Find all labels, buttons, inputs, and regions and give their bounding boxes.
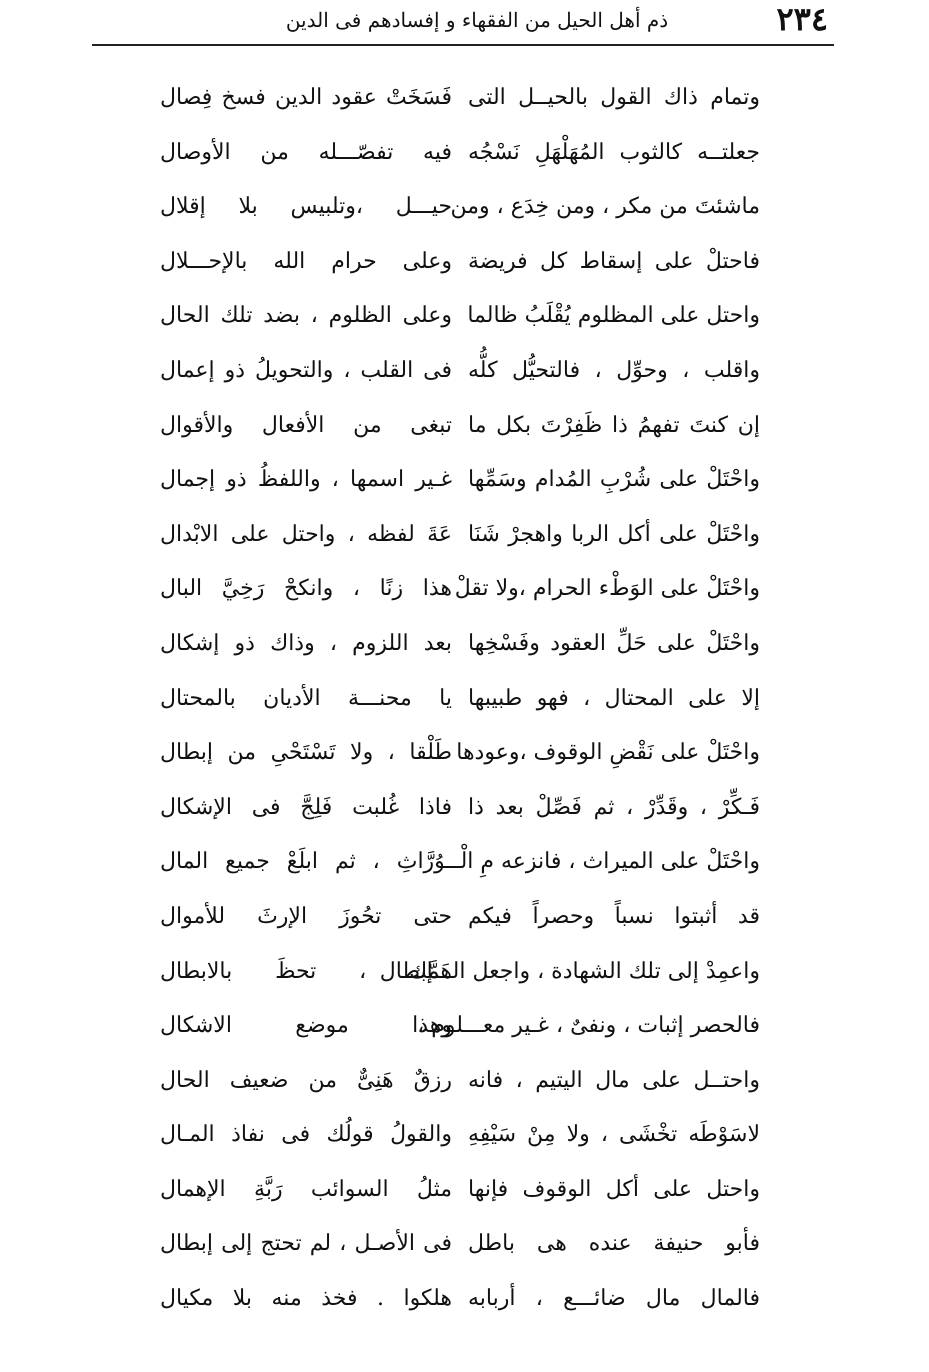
running-title: ذم أهل الحيل من الفقهاء و إفسادهم فى الدين (285, 8, 669, 32)
second-hemistich: بعد اللزوم ، وذاك ذو إشكال (160, 630, 452, 656)
verse-line (160, 351, 760, 406)
verse-line (160, 1061, 760, 1116)
second-hemistich: رزقٌ هَنِىٌّ من ضعيف الحال (160, 1067, 452, 1093)
second-hemistich: تبغى من الأفعال والأقوال (160, 412, 452, 438)
second-hemistich: فيه تفصّـــله من الأوصال (160, 139, 452, 165)
second-hemistich: غـير اسمها ، واللفظُ ذو إجمال (160, 467, 452, 493)
page-number: ٢٣٤ (776, 0, 828, 38)
second-hemistich: والقولُ قولُك فى نفاذ المـال (160, 1122, 452, 1148)
verse-line (160, 187, 760, 242)
verse-line (160, 1115, 760, 1170)
verse-line (160, 569, 760, 624)
verse-line (160, 515, 760, 570)
second-hemistich: مثلُ السوائب رَبَّةِ الإهمال (160, 1176, 452, 1202)
verse-line (160, 296, 760, 351)
second-hemistich: فى الأصـل ، لم تحتج إلى إبطال (160, 1231, 452, 1257)
second-hemistich: عَةَ لفظه ، واحتل على الابْدال (160, 521, 452, 547)
second-hemistich: حتى تحُوزَ الإرثَ للأموال (160, 903, 452, 929)
first-hemistich: واحْتَلْ على الوَطْء الحرام ،ولا تقلْ (454, 576, 760, 602)
first-hemistich: لاسَوْطَه تخْشَى ، ولا مِنْ سَيْفِهِ (468, 1122, 760, 1148)
poem-body (160, 78, 760, 1334)
verse-line (160, 1279, 760, 1334)
second-hemistich: وهذا موضع الاشكال (160, 1013, 452, 1039)
verse-line (160, 952, 760, 1007)
verse-line (160, 1006, 760, 1061)
first-hemistich: واحتــل على مال اليتيم ، فانه (468, 1067, 760, 1093)
verse-line (160, 460, 760, 515)
first-hemistich: فالحصر إثبات ، ونفىٌ ، غـير معـــلوم ، (417, 1013, 760, 1039)
verse-line (160, 1224, 760, 1279)
second-hemistich: فاذا غُلبت فَلِجَّ فى الإشكال (160, 794, 452, 820)
first-hemistich: قد أثبتوا نسباً وحصراً فيكم (468, 903, 760, 929)
verse-line (160, 1170, 760, 1225)
first-hemistich: واحْتَلْ على شُرْبِ المُدام وسَمِّها (468, 467, 760, 493)
second-hemistich: فى القلب ، والتحويلُ ذو إعمال (160, 357, 452, 383)
first-hemistich: واحْتَلْ على نَقْضِ الوقوف ،وعودها (456, 740, 760, 766)
first-hemistich: واحْتَلْ على أكل الربا واهجرْ شَنَا (468, 521, 760, 547)
first-hemistich: واعمِدْ إلى تلك الشهادة ، واجعل الـــإبطال (379, 958, 760, 984)
first-hemistich: ماشئتَ من مكر ، ومن خِدَع ، ومن (450, 194, 760, 220)
page-header (92, 0, 834, 46)
second-hemistich: حيـــل ،وتلبيس بلا إقلال (160, 194, 452, 220)
verse-line (160, 133, 760, 188)
verse-line (160, 842, 760, 897)
first-hemistich: جعلتــه كالثوب المُهَلْهَلِ نَسْجُه (468, 139, 760, 165)
verse-line (160, 624, 760, 679)
verse-line (160, 679, 760, 734)
verse-line (160, 733, 760, 788)
first-hemistich: واقلب ، وحوِّل ، فالتحيُّل كلُّه (468, 357, 760, 383)
verse-line (160, 78, 760, 133)
first-hemistich: إلا على المحتال ، فهو طبيبها (468, 685, 760, 711)
first-hemistich: فالمال مال ضائـــع ، أربابه (468, 1286, 760, 1312)
first-hemistich: فأبو حنيفة عنده هى باطل (468, 1231, 760, 1257)
second-hemistich: فَسَخَتْ عقود الدين فسخ فِصال (160, 85, 452, 110)
verse-line (160, 897, 760, 952)
second-hemistich: ـوُرَّاثِ ، ثم ابلَعْ جميع المال (160, 849, 452, 875)
first-hemistich: فَـكِّرْ ، وقَدِّرْ ، ثم فَصِّلْ بعد ذا (468, 794, 760, 820)
second-hemistich: وعلى حرام الله بالإحـــلال (160, 248, 452, 274)
second-hemistich: هَمَّك ، تحظَ بالابطال (160, 958, 452, 984)
verse-line (160, 788, 760, 843)
verse-line (160, 242, 760, 297)
first-hemistich: وتمام ذاك القول بالحيــل التى (468, 85, 760, 110)
first-hemistich: إن كنتَ تفهمُ ذا ظَفِرْتَ بكل ما (468, 412, 760, 438)
second-hemistich: هلكوا . فخذ منه بلا مكيال (160, 1286, 452, 1312)
first-hemistich: واحتل على المظلوم يُقْلَبُ ظالما (467, 303, 760, 329)
first-hemistich: فاحتلْ على إسقاط كل فريضة (468, 248, 760, 274)
second-hemistich: هذا زنًا ، وانكحْ رَخِيَّ البال (160, 576, 452, 602)
second-hemistich: يا محنـــة الأديان بالمحتال (160, 685, 452, 711)
verse-line (160, 406, 760, 461)
first-hemistich: واحْتَلْ على حَلِّ العقود وفَسْخِها (468, 630, 760, 656)
second-hemistich: طَلْقا ، ولا تَسْتَحْىِ من إبطال (160, 740, 452, 766)
first-hemistich: واحْتَلْ على الميراث ، فانزعه مِ الْـــ (441, 849, 760, 875)
second-hemistich: وعلى الظلوم ، بضد تلك الحال (160, 303, 452, 329)
first-hemistich: واحتل على أكل الوقوف فإنها (468, 1176, 760, 1202)
